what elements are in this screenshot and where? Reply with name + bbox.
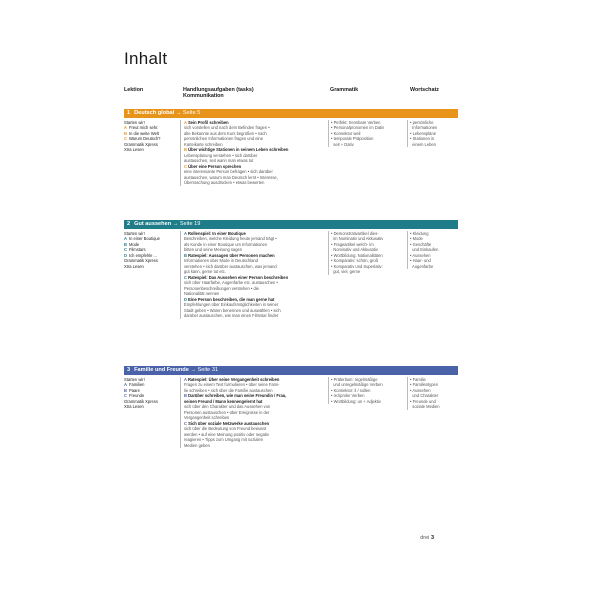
grammatik-item: gut, viel, gerne — [331, 269, 361, 274]
wortschatz-item: • Aussehen — [410, 387, 431, 393]
task-detail — [184, 313, 324, 319]
grammatik-column — [328, 377, 404, 405]
lektion-text: Mode — [128, 241, 140, 247]
task-text: darüber austauschen, wie man einen Filmstar findet — [184, 313, 278, 318]
task-text: persönlichen Informationen fragen und eine — [184, 136, 263, 141]
lektion-letter: A — [124, 236, 127, 241]
task-detail — [184, 443, 324, 449]
lektion-text: Familien — [128, 382, 145, 387]
section-number: 2 — [127, 221, 131, 227]
task-text: Nationalität nennen — [184, 291, 220, 296]
wortschatz-item: Augenfarbe — [410, 263, 434, 269]
column-header-handlung-sub: Kommunikation — [183, 93, 224, 100]
grammatik-item: • Wortbildung: Nationalitäten — [331, 252, 383, 258]
grammatik-item: Nominativ und Akkusativ — [331, 247, 378, 252]
lektion-letter: D — [124, 252, 127, 258]
lektion-column — [124, 231, 178, 270]
lektion-letter: B — [124, 387, 127, 393]
page-number-word: drei — [420, 535, 430, 541]
grammatik-item: und unregelmäßige Verben — [331, 382, 383, 387]
grammatik-item: • Konnektor: il / sollen — [331, 387, 371, 393]
wortschatz-item: • Mode — [410, 236, 423, 241]
task-text: Medien geben — [184, 442, 210, 448]
lektion-text: Xtra Lesen — [124, 404, 144, 409]
lektion-item — [124, 264, 178, 270]
wortschatz-item: • Kleidung — [410, 230, 429, 236]
task-letter: B — [184, 393, 187, 398]
page-number — [420, 535, 434, 541]
task-letter: C — [184, 420, 187, 426]
wortschatz-item: • Aussehen — [410, 252, 431, 258]
task-text: seinen Freund / Mann kennengelernt hat — [184, 398, 263, 404]
page-number-digit: 3 — [430, 535, 434, 541]
grammatik-item: • Perfekt: trennbare Verben — [331, 119, 381, 125]
column-header-handlung — [183, 87, 254, 100]
wortschatz-item: einem Leben — [410, 141, 436, 147]
task-text: Überraschung ausdrücken • etwas bewerten — [184, 180, 265, 185]
lektion-letter: A — [124, 125, 127, 130]
lektion-item — [124, 404, 178, 410]
lektion-letter: B — [124, 130, 127, 136]
task-text: Karteikarte schreiben — [184, 141, 223, 147]
task-letter: B — [184, 147, 187, 152]
task-text: austauschen, seit wann man etwas tut — [184, 158, 254, 163]
task-text: alte Bekannte aus dem Kurs begrüßen • nach — [184, 130, 267, 136]
task-text: Rollenspiel: In einer Boutique — [187, 230, 246, 236]
task-letter: A — [184, 230, 187, 236]
section-1 — [124, 109, 458, 222]
handlung-column — [180, 377, 324, 449]
task-text: gut kann, gerne tut etc. — [184, 269, 226, 274]
grammatik-item: • Frageartikel welch- im — [331, 241, 374, 247]
wortschatz-item: • persönliche — [410, 119, 434, 125]
lektion-text: In einer Boutique — [128, 236, 160, 241]
task-text: Empfehlungen über Einkaufsmöglichkeiten in seiner — [184, 302, 279, 307]
task-text: lie schreiben • sich über die Familie austauschen — [184, 387, 273, 393]
lektion-text: Starten wir! — [124, 119, 145, 125]
lektion-item — [124, 147, 178, 153]
section-title: Familie und Freunde — [134, 367, 189, 373]
task-text: Sein Profil schreiben — [187, 119, 229, 125]
lektion-letter: C — [124, 247, 127, 252]
lektion-text: Freut mich sehr. — [128, 125, 159, 130]
section-page-ref: → Seite 19 — [172, 221, 201, 227]
task-text: Über wichtige Stationen in seinem Leben schreiben — [188, 147, 289, 152]
task-letter: C — [184, 163, 187, 169]
section-header-bar — [124, 220, 458, 229]
column-header-wortschatz: Wortschatz — [410, 87, 439, 93]
task-text: sich über den Charakter und das Aussehen von — [184, 404, 271, 409]
task-text: sich vorstellen und nach dem Befinden fragen • — [184, 125, 270, 130]
column-header-grammatik: Grammatik — [330, 87, 359, 93]
grammatik-item: • Demonstrativartikel dies- — [331, 230, 379, 236]
task-text: Ratespiel: Aussagen über Personen machen — [188, 252, 275, 258]
lektion-text: Grammatik Xpress — [124, 258, 158, 263]
lektion-text: In die weite Welt — [128, 130, 159, 136]
grammatik-item: seit + Dativ — [331, 141, 354, 147]
grammatik-item: • temporale Präposition — [331, 136, 374, 141]
wortschatz-item: • Stationen in — [410, 136, 435, 141]
lektion-text: Xtra Lesen — [124, 147, 144, 152]
lektion-text: Starten wir! — [124, 376, 145, 382]
section-title: Gut aussehen — [134, 221, 172, 227]
task-text: reagieren • Tipps zum Umgang mit sozialen — [184, 437, 264, 442]
task-text: sich über Haarfarbe, Augenfarbe etc. austauschen • — [184, 280, 278, 285]
lektion-text: Warum Deutsch? — [128, 136, 161, 141]
wortschatz-item: • Lebenspläne — [410, 130, 437, 136]
wortschatz-column — [407, 120, 458, 148]
lektion-text: Paare — [128, 387, 140, 393]
column-header-handlung-title: Handlungsaufgaben (tasks) — [183, 87, 254, 93]
task-text: Fragen zu einem Text formulieren • über seine Fami- — [184, 382, 280, 387]
section-number: 3 — [127, 367, 131, 373]
task-detail — [184, 180, 324, 186]
lektion-column — [124, 377, 178, 410]
task-letter: C — [184, 274, 187, 280]
wortschatz-item: • Freunde und — [410, 398, 436, 404]
wortschatz-column — [407, 231, 458, 270]
grammatik-item: • reziproke Verben — [331, 393, 365, 398]
task-text: Informationen über Mode in Deutschland — [184, 258, 258, 263]
task-text: Vergangenheit schreiben — [184, 415, 230, 420]
wortschatz-item: • Familientypen — [410, 382, 439, 387]
task-text: Darüber schreiben, wie man seine Freundin / Frau, — [188, 393, 287, 398]
grammatik-item: im Nominativ und Akkusativ — [331, 236, 384, 241]
section-2 — [124, 220, 458, 369]
section-header-bar — [124, 366, 458, 375]
task-text: als Kunde in einer Boutique um Informationen — [184, 241, 268, 247]
task-text: eine interessante Person befragen • sich darüber — [184, 169, 273, 174]
handlung-column — [180, 231, 324, 319]
section-3 — [124, 366, 458, 471]
task-text: austauschen, warum man Deutsch lernt • Interesse, — [184, 174, 278, 180]
section-page-ref: → Seite 31 — [190, 367, 219, 373]
task-text: Ratespiel: Das Aussehen einer Person beschreiben — [188, 274, 289, 280]
task-letter: A — [184, 376, 187, 382]
wortschatz-item: soziale Medien — [410, 404, 440, 409]
task-text: Über eine Person sprechen — [188, 163, 242, 169]
grammatik-item: • Personalpronomen im Dativ — [331, 125, 385, 130]
lektion-text: Grammatik Xpress — [124, 398, 158, 404]
lektion-text: Ich empfehle ... — [128, 252, 157, 258]
lektion-column — [124, 120, 178, 153]
lektion-text: Starten wir! — [124, 230, 145, 236]
handlung-column — [180, 120, 324, 186]
wortschatz-item: • Geschäfte — [410, 241, 432, 247]
wortschatz-item: • Familie — [410, 376, 426, 382]
grammatik-item: • Komparativ und Superlativ: — [331, 263, 383, 269]
task-text: Stadt geben • Waren benennen und auswählen • sich — [184, 307, 281, 313]
lektion-text: Grammatik Xpress — [124, 141, 158, 147]
wortschatz-item: • Haar- und — [410, 258, 431, 263]
task-text: Lebensplanung verstehen • sich darüber — [184, 152, 258, 158]
section-number: 1 — [127, 110, 131, 116]
page-title: Inhalt — [124, 49, 168, 68]
task-text: Sich über soziale Netzwerke austauschen — [188, 420, 270, 426]
section-body — [124, 375, 458, 471]
wortschatz-item: und Einkaufen — [410, 247, 439, 252]
task-text: bitten und seine Meinung sagen — [184, 247, 243, 252]
grammatik-item: • Wortbildung: un + Adjektiv — [331, 398, 381, 404]
grammatik-column — [328, 120, 404, 148]
task-text: Personen austauschen • über Ereignisse in der — [184, 409, 270, 415]
wortschatz-item: und Charakter — [410, 393, 439, 398]
task-text: verstehen • sich darüber austauschen, was jemand — [184, 263, 277, 269]
grammatik-column — [328, 231, 404, 275]
task-text: Eine Person beschreiben, die man gerne hat — [188, 296, 275, 302]
task-text: Personenbeschreibungen verstehen • die — [184, 285, 259, 291]
section-header-bar — [124, 109, 458, 118]
grammatik-item: • Komparativ: schön, groß — [331, 258, 379, 263]
section-body — [124, 229, 458, 369]
section-page-ref: → Seite 5 — [175, 110, 201, 116]
lektion-text: Xtra Lesen — [124, 263, 144, 269]
lektion-letter: C — [124, 136, 127, 141]
wortschatz-column — [407, 377, 458, 410]
task-letter: D — [184, 296, 187, 302]
grammatik-item: • Konnektor weil — [331, 130, 361, 136]
lektion-letter: B — [124, 241, 127, 247]
section-body — [124, 118, 458, 222]
task-text: sich über die Bedeutung von Freund bewusst — [184, 426, 267, 431]
lektion-text: Freunde — [128, 393, 145, 398]
task-text: werden • auf eine Meinung positiv oder negativ — [184, 431, 269, 437]
task-letter: A — [184, 119, 187, 125]
lektion-letter: A — [124, 382, 127, 387]
task-text: Ratespiel: Über seine Vergangenheit schreiben — [187, 376, 280, 382]
wortschatz-item: Informationen — [410, 125, 438, 130]
column-header-lektion: Lektion — [124, 87, 144, 93]
grammatik-item: • Präteritum: regelmäßige — [331, 376, 378, 382]
task-text: Beschreiben, welche Kleidung heute jemand trägt • — [184, 236, 277, 241]
section-title: Deutsch global — [134, 110, 175, 116]
lektion-letter: C — [124, 393, 127, 398]
task-letter: B — [184, 252, 187, 258]
lektion-text: Filmstars — [128, 247, 146, 252]
